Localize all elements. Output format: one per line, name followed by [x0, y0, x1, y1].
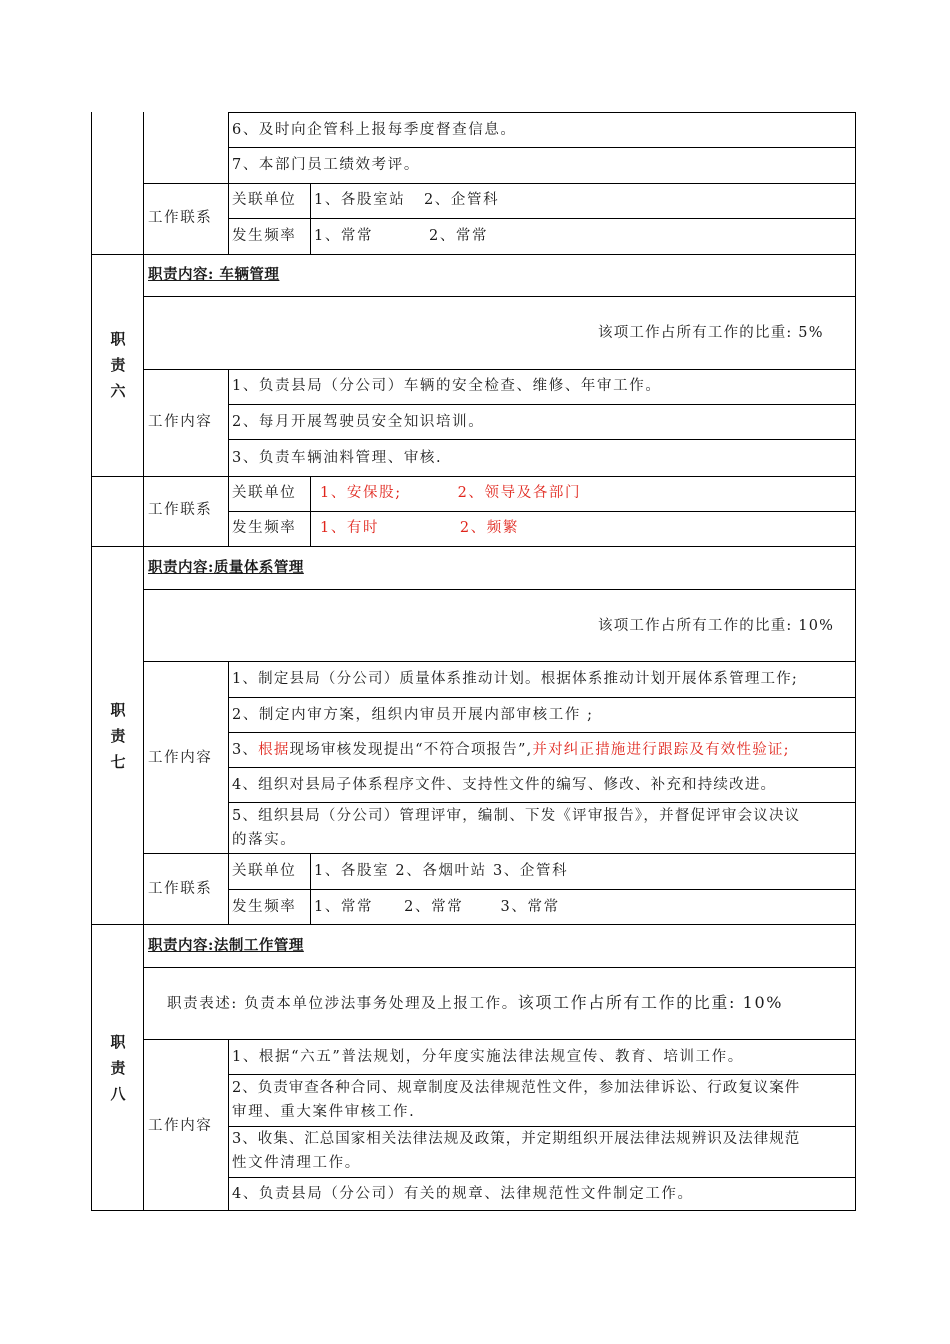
- work-content-label: 工作内容: [148, 414, 213, 430]
- highlight-text: 根据: [258, 742, 290, 758]
- work-item-continued: 审理、重大案件审核工作.: [232, 1104, 416, 1120]
- highlight-text: 并对纠正措施进行跟踪及有效性验证;: [532, 742, 790, 758]
- related-unit-label: 关联单位: [232, 863, 297, 879]
- weight-text: 该项工作占所有工作的比重: 10%: [517, 993, 784, 1012]
- work-item: 4、组织对县局子体系程序文件、支持性文件的编写、修改、补充和持续改进。: [232, 777, 777, 793]
- frequency-value: 1、常常 2、常常 3、常常: [314, 899, 560, 915]
- work-item: 4、负责县局（分公司）有关的规章、法律规范性文件制定工作。: [232, 1186, 694, 1202]
- work-contact-label: 工作联系: [148, 881, 213, 897]
- duty-label: 职责六: [110, 330, 126, 400]
- work-item-continued: 性文件清理工作。: [232, 1155, 361, 1171]
- work-item: 1、根据“六五”普法规划，分年度实施法律法规宣传、教育、培训工作。: [232, 1049, 744, 1065]
- related-unit-value: 1、安保股; 2、领导及各部门: [320, 485, 582, 501]
- content-title: 职责内容:质量体系管理: [148, 559, 304, 576]
- work-content-label: 工作内容: [148, 750, 213, 766]
- work-item: [232, 740, 790, 760]
- work-contact-label: 工作联系: [148, 210, 213, 226]
- weight-text: 该项工作占所有工作的比重: 5%: [598, 325, 824, 341]
- duty-label: 职责八: [110, 1033, 126, 1103]
- work-item: 3、负责车辆油料管理、审核.: [232, 450, 443, 466]
- frequency-label: 发生频率: [232, 899, 297, 915]
- description-text: 职责表述: 负责本单位涉法事务处理及上报工作。: [167, 996, 518, 1012]
- duty-description: [167, 993, 783, 1014]
- work-content-label: 工作内容: [148, 1118, 213, 1134]
- item-prefix: 3、: [232, 742, 259, 758]
- related-unit-value: 1、各股室站 2、企管科: [314, 192, 500, 208]
- content-title: 职责内容: 车辆管理: [148, 266, 280, 283]
- work-item: 3、收集、汇总国家相关法律法规及政策，并定期组织开展法律法规辨识及法律规范: [232, 1131, 801, 1147]
- work-item-7: 7、本部门员工绩效考评。: [232, 157, 420, 173]
- frequency-label: 发生频率: [232, 520, 297, 536]
- related-unit-value: 1、各股室 2、各烟叶站 3、企管科: [314, 863, 569, 879]
- frequency-value: 1、常常 2、常常: [314, 228, 489, 244]
- duty-label: 职责七: [110, 701, 126, 771]
- item-text: 现场审核发现提出“不符合项报告”,: [289, 742, 533, 758]
- related-unit-label: 关联单位: [232, 485, 297, 501]
- work-item: 2、负责审查各种合同、规章制度及法律规范性文件，参加法律诉讼、行政复议案件: [232, 1080, 801, 1096]
- work-item-continued: 的落实。: [232, 832, 297, 848]
- work-item: 2、制定内审方案，组织内审员开展内部审核工作 ;: [232, 707, 594, 723]
- work-item: 2、每月开展驾驶员安全知识培训。: [232, 414, 485, 430]
- frequency-label: 发生频率: [232, 228, 297, 244]
- frequency-value: 1、有时 2、频繁: [320, 520, 519, 536]
- work-item: 1、负责县局（分公司）车辆的安全检查、维修、年审工作。: [232, 378, 662, 394]
- content-title: 职责内容:法制工作管理: [148, 937, 304, 954]
- related-unit-label: 关联单位: [232, 192, 297, 208]
- weight-text: 该项工作占所有工作的比重: 10%: [598, 618, 835, 634]
- work-item: 1、制定县局（分公司）质量体系推动计划。根据体系推动计划开展体系管理工作;: [232, 671, 799, 687]
- work-item-6: 6、及时向企管科上报每季度督查信息。: [232, 122, 517, 138]
- work-contact-label: 工作联系: [148, 502, 213, 518]
- work-item: 5、组织县局（分公司）管理评审，编制、下发《评审报告》，并督促评审会议决议: [232, 808, 801, 824]
